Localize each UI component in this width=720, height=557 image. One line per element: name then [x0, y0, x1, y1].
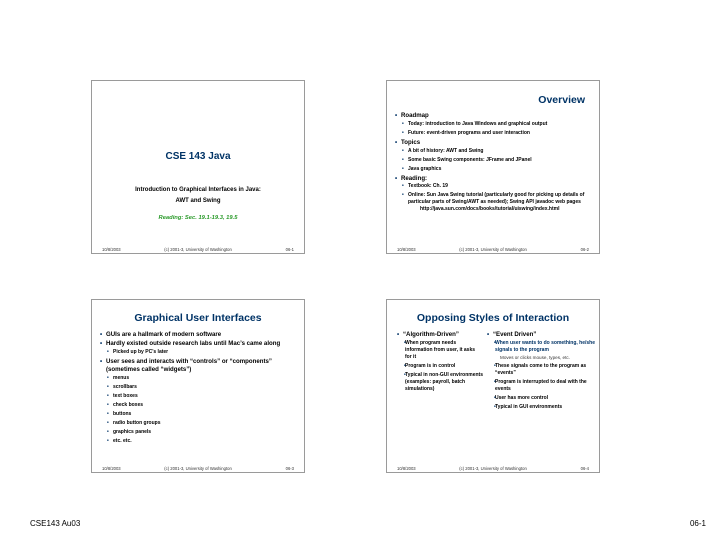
page-footer-left: CSE143 Au03 [30, 519, 81, 528]
bullet: • Topics [395, 139, 593, 147]
sub-bullet: • A bit of history: AWT and Swing [395, 148, 593, 155]
sub-bullet: • text boxes [100, 393, 298, 400]
reading-note: Reading: Sec. 19.1-19.3, 19.5 [158, 215, 238, 221]
sub-bullet: • buttons [100, 411, 298, 418]
left-column [397, 331, 483, 395]
slide-body [100, 331, 298, 447]
slide-title: Overview [538, 94, 585, 106]
footer-date: 10/8/2003 [102, 247, 121, 252]
sub-bullet: • Typical in non-GUI environments (examples: payroll, batch simulations) [397, 372, 483, 393]
footer-page: 06-2 [580, 247, 589, 252]
bullet: • Reading: [395, 175, 593, 183]
slide-1 [91, 80, 305, 254]
subtitle-line-2: AWT and Swing [175, 197, 221, 204]
footer-copyright: (c) 2001-3, University of Washington [164, 247, 232, 252]
bullet: • Hardly existed outside research labs until Mac’s came along [100, 340, 298, 348]
column-heading: • “Algorithm-Driven” [397, 331, 483, 339]
footer-page: 06-1 [285, 247, 294, 252]
slide-title: CSE 143 Java [165, 151, 231, 162]
sub-bullet: • Program is in control [397, 363, 483, 370]
sub-bullet: • check boxes [100, 402, 298, 409]
footer-date: 10/8/2003 [102, 466, 121, 471]
footer-page: 06-3 [285, 466, 294, 471]
footer-copyright: (c) 2001-3, University of Washington [459, 466, 527, 471]
footer-copyright: (c) 2001-3, University of Washington [459, 247, 527, 252]
sub-bullet: • Today: introduction to Java Windows and graphical output [395, 121, 593, 128]
bullet: • GUIs are a hallmark of modern software [100, 331, 298, 339]
bullet: • User sees and interacts with “controls” or “components” (sometimes called “widgets”) [100, 358, 298, 374]
url-text: http://java.sun.com/docs/books/tutorial/uiswing/index.html [420, 206, 560, 213]
footer-date: 10/8/2003 [397, 466, 416, 471]
sub-bullet: • These signals come to the program as “events” [487, 363, 595, 377]
sub-bullet: • Java graphics [395, 166, 593, 173]
footer-copyright: (c) 2001-3, University of Washington [164, 466, 232, 471]
sub-bullet: • radio button groups [100, 420, 298, 427]
slide-body [395, 112, 593, 215]
subtitle-line-1: Introduction to Graphical Interfaces in Java: [135, 187, 261, 193]
right-column [487, 331, 595, 413]
footer-date: 10/8/2003 [397, 247, 416, 252]
sub-bullet: • Online: Sun Java Swing tutorial (particularly good for picking up details of particular parts of Swing/AWT as needed); Swing API javadoc web pages [395, 192, 593, 206]
sub-bullet: • User has more control [487, 395, 595, 402]
sub-bullet: • When program needs information from user, it asks for it [397, 340, 483, 361]
bullet: • Roadmap [395, 112, 593, 120]
page-footer-right: 06-1 [689, 519, 706, 528]
column-heading: • “Event Driven” [487, 331, 595, 339]
slide-2 [386, 80, 600, 254]
sub-bullet: • When user wants to do something, he/she signals to the program [487, 340, 595, 354]
note-text: Moves or clicks mouse, types, etc. [500, 354, 570, 360]
sub-bullet: • Future: event-driven programs and user interaction [395, 130, 593, 137]
footer-page: 06-4 [580, 466, 589, 471]
sub-bullet: • menus [100, 375, 298, 382]
sub-bullet: • etc. etc. [100, 438, 298, 445]
slide-4 [386, 299, 600, 473]
sub-bullet: • Program is interrupted to deal with the events [487, 379, 595, 393]
sub-bullet: • Some basic Swing components: JFrame and JPanel [395, 157, 593, 164]
sub-bullet: • Picked up by PC’s later [100, 349, 298, 356]
sub-bullet: • Typical in GUI environments [487, 404, 595, 411]
slide-title: Graphical User Interfaces [134, 312, 262, 324]
sub-bullet: • Textbook: Ch. 19 [395, 183, 593, 190]
slide-3 [91, 299, 305, 473]
slide-title: Opposing Styles of Interaction [416, 312, 570, 324]
sub-bullet: • graphics panels [100, 429, 298, 436]
slide-subtitle [92, 185, 304, 206]
sub-bullet: • scrollbars [100, 384, 298, 391]
